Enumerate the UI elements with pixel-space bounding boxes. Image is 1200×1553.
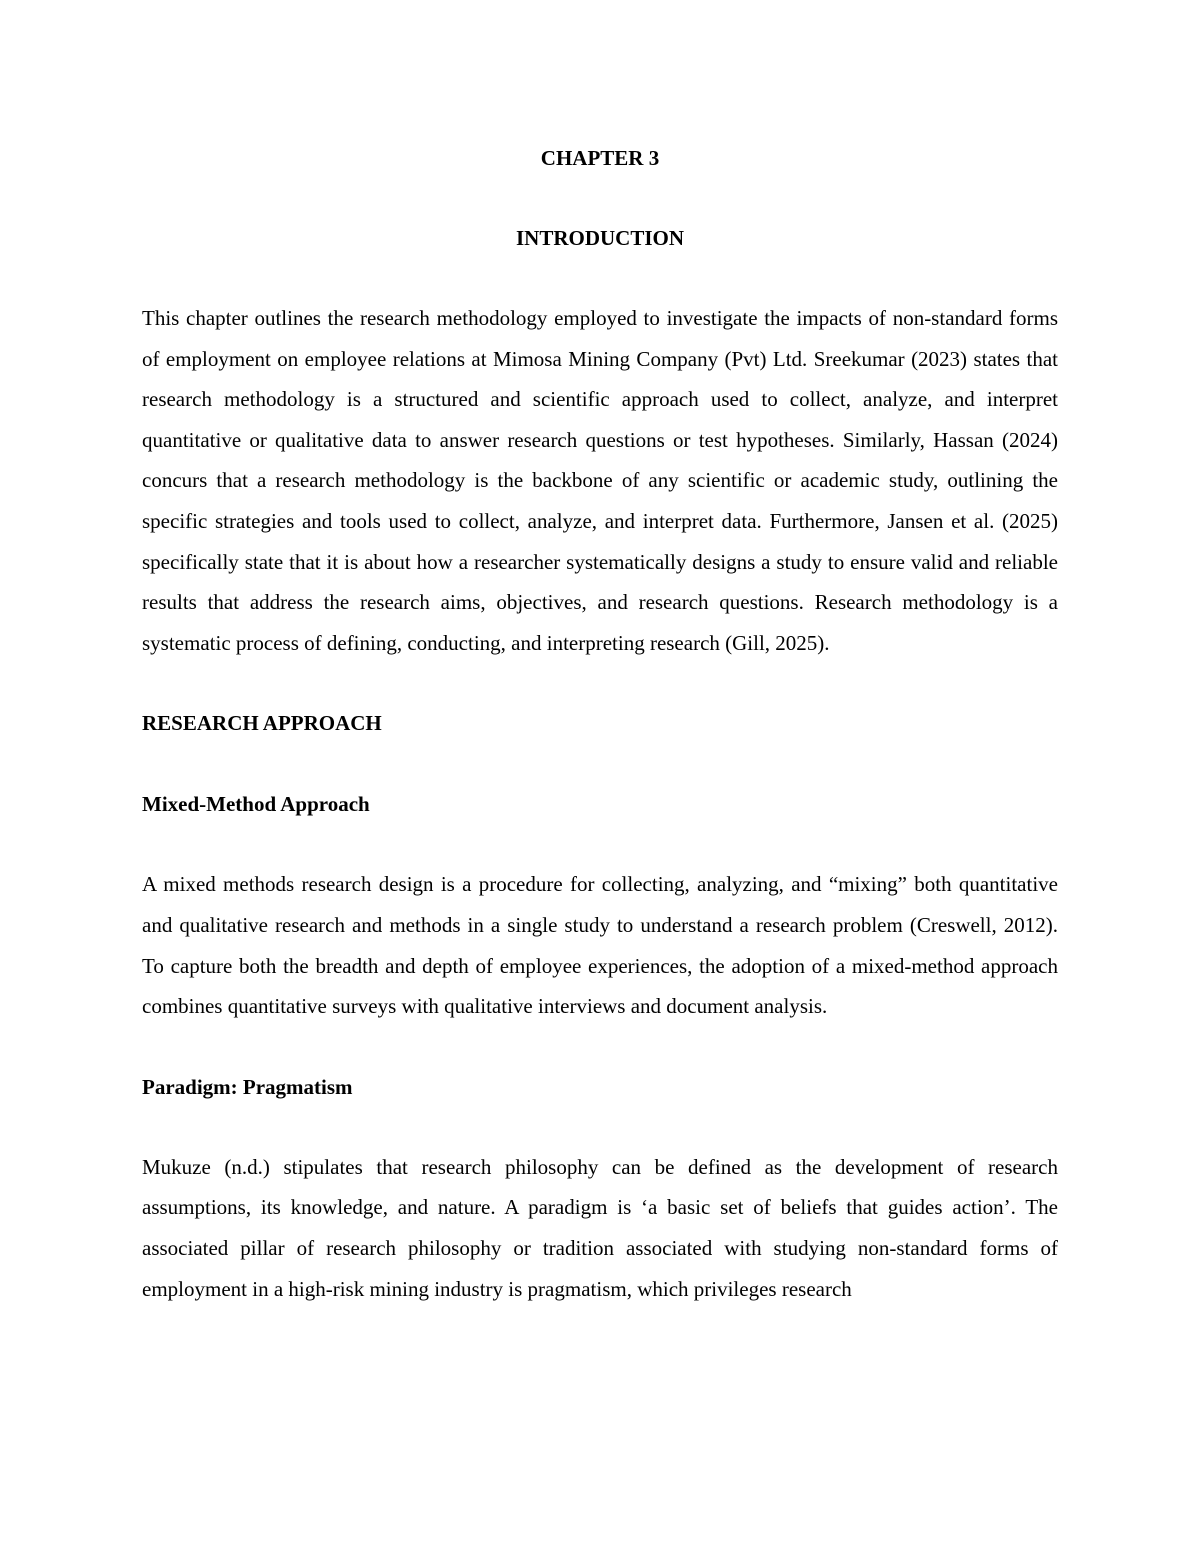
mixed-method-heading: Mixed-Method Approach <box>142 792 370 817</box>
mixed-method-paragraph: A mixed methods research design is a procedure for collecting, analyzing, and “mixing” both quantitative and qualitative research and methods in a single study to understand a research problem (Creswell, 2012). To capture both the breadth and depth of employee experiences, the adoption of a mixed-method approach combines quantitative surveys with qualitative interviews and document analysis. <box>142 872 1058 1019</box>
paradigm-paragraph-part1: Mukuze (n.d.) stipulates that research philosophy can be defined as the development of research assumptions, its knowledge, and nature. A paradigm is ‘a basic set of beliefs that guides action’. <box>142 1154 1058 1220</box>
document-page <box>142 138 1058 1309</box>
introduction-paragraph: This chapter outlines the research methodology employed to investigate the impacts of non-standard forms of employment on employee relations at Mimosa Mining Company (Pvt) Ltd. Sreekumar (2023) states that research methodology is a structured and scientific approach used to collect, analyze, and interpret quantitative or qualitative data to answer research questions or test hypotheses. Similarly, Hassan (2024) concurs that a research methodology is the backbone of any scientific or academic study, outlining the specific strategies and tools used to collect, analyze, and interpret data. Furthermore, Jansen et al. (2025) specifically state that it is about how a researcher systematically designs a study to ensure valid and reliable results that address the research aims, objectives, and research questions. Research methodology is a systematic process of defining, conducting, and interpreting research (Gill, 2025). <box>142 306 1058 655</box>
paradigm-paragraph <box>142 1147 1058 1309</box>
paradigm-heading: Paradigm: Pragmatism <box>142 1074 353 1099</box>
chapter-title: CHAPTER 3 <box>540 146 660 170</box>
paradigm-paragraph-part2: The associated pillar of research philosophy or tradition associated with studying non-standard forms of employment in a high-risk mining industry is pragmatism, which privileges research <box>142 1195 1058 1301</box>
introduction-heading: INTRODUCTION <box>515 226 685 250</box>
research-approach-heading: RESEARCH APPROACH <box>142 711 382 736</box>
